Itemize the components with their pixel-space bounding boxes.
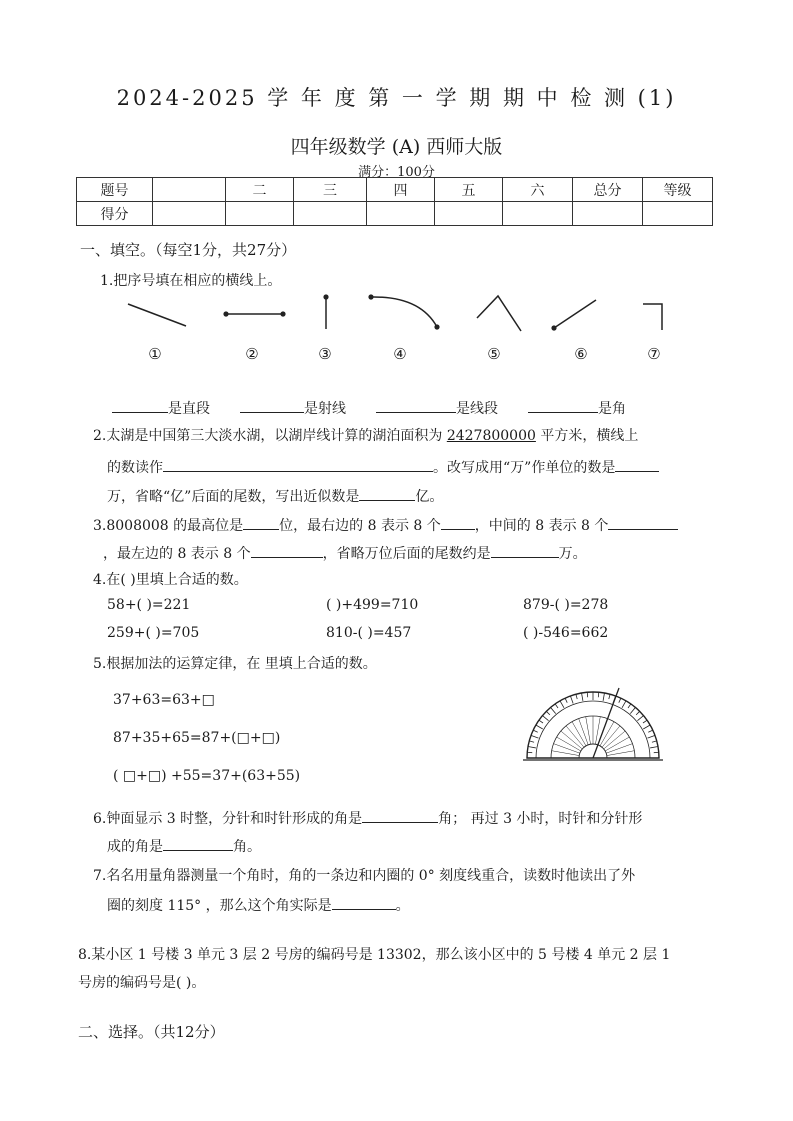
protractor-ray	[602, 726, 620, 747]
protractor-ray	[605, 737, 629, 751]
q2-line1	[93, 425, 638, 445]
q8-line1: 8.某小区 1 号楼 3 单元 3 层 2 号房的编码号是 13302，那么该小区中的 5 号楼 4 单元 2 层 1	[78, 947, 671, 963]
q1-answer-label: 是直段	[168, 401, 210, 417]
figure-label-3: ③	[318, 345, 332, 363]
q4-expr: 810-( )=457	[326, 625, 412, 641]
header-cell: 二	[226, 178, 294, 202]
q3-blank[interactable]	[441, 513, 475, 530]
section2-heading: 二、选择。（共12分）	[78, 1023, 225, 1041]
q2-text: 2.太湖是中国第三大淡水湖，以湖岸线计算的湖泊面积为	[93, 428, 447, 444]
q3-blank[interactable]	[608, 513, 678, 530]
q3-text: ，省略万位后面的尾数约是	[322, 546, 491, 562]
protractor-ray	[554, 744, 580, 754]
header-cell: 六	[503, 178, 573, 202]
protractor-tick	[546, 711, 550, 715]
protractor-tick	[609, 694, 610, 699]
q4-expr: 58+( )=221	[107, 597, 191, 613]
q4-expr: ( )+499=710	[326, 597, 419, 613]
q2-text: 亿。	[415, 489, 444, 505]
q3-text: 万。	[558, 546, 587, 562]
protractor-tick	[648, 730, 653, 732]
protractor-tick	[622, 701, 626, 708]
q5-expr: 37+63=63+□	[113, 692, 215, 708]
protractor-tick	[565, 698, 567, 703]
q3-text: 3.8008008 的最高位是	[93, 518, 244, 534]
exam-subtitle: 四年级数学 (A) 西师大版	[290, 136, 503, 158]
figure-5-angle	[477, 296, 521, 331]
section1-heading: 一、填空。（每空1分，共27分）	[80, 241, 297, 259]
q6-text: 成的角是	[107, 839, 163, 855]
q2-number: 2427800000	[446, 428, 536, 444]
figure-label-7: ⑦	[647, 345, 661, 363]
protractor-ray	[552, 751, 580, 756]
protractor-ray	[595, 717, 600, 745]
q1-answer-row	[112, 396, 626, 418]
q6-line2	[107, 834, 261, 856]
figure-6-endpoint	[551, 325, 556, 330]
protractor-tick	[539, 720, 543, 723]
protractor-ray	[557, 737, 581, 751]
figure-4-endpoint	[434, 324, 439, 329]
protractor-tick	[613, 696, 616, 704]
figure-3-endpoint	[323, 294, 328, 299]
protractor-tick	[533, 730, 538, 732]
q1-blank[interactable]	[112, 396, 168, 413]
protractor-tick	[650, 747, 658, 748]
q6-text: 角。	[233, 839, 261, 855]
q3-text: ，中间的 8 表示 8 个	[474, 518, 609, 534]
q2-blank-wan[interactable]	[615, 455, 659, 472]
protractor-tick	[582, 693, 583, 701]
q3-text: 位，最右边的 8 表示 8 个	[279, 518, 441, 534]
figure-label-2: ②	[245, 345, 259, 363]
q2-blank-reading[interactable]	[163, 455, 433, 472]
protractor-tick	[551, 707, 556, 713]
protractor-ray	[561, 731, 582, 749]
protractor-ray	[566, 726, 584, 747]
protractor-tick	[528, 747, 536, 748]
protractor-tick	[628, 704, 631, 708]
protractor-tick	[542, 716, 548, 721]
q8-line2: 号房的编码号是( )。	[78, 975, 206, 991]
q3-line1	[93, 513, 678, 535]
q6-text: 角； 再过 3 小时，时针和分针形	[438, 811, 643, 827]
protractor-ray	[579, 719, 589, 745]
header-cell: 题号	[77, 178, 153, 202]
protractor-tick	[529, 741, 534, 742]
q6-text: 6.钟面显示 3 时整，分针和时针形成的角是	[93, 811, 363, 827]
q3-line2	[103, 541, 587, 563]
q6-line1	[93, 806, 642, 828]
q1-blank[interactable]	[376, 396, 456, 413]
q7-line1: 7.名名用量角器测量一个角时，角的一条边和内圈的 0° 刻度线重合，读数时他读出了外	[93, 868, 636, 884]
protractor-tick	[619, 698, 621, 703]
q2-text: 平方米，横线上	[535, 428, 639, 444]
header-cell: 三	[294, 178, 367, 202]
protractor-ray	[598, 719, 608, 745]
figure-4-endpoint	[368, 294, 373, 299]
q5-expr: ( □+□) +55=37+(63+55)	[113, 768, 301, 784]
figure-label-4: ④	[393, 345, 407, 363]
q1-blank[interactable]	[528, 396, 598, 413]
protractor-ray	[600, 722, 614, 746]
q5-expr: 87+35+65=87+(□+□)	[113, 730, 281, 746]
protractor-ray	[604, 731, 625, 749]
exam-title: 2024-2025 学 年 度 第 一 学 期 期 中 检 测 (1)	[116, 86, 677, 110]
q2-text: 万，省略“亿”后面的尾数，写出近似数是	[107, 489, 360, 505]
protractor-tick	[652, 741, 657, 742]
protractor-ray	[606, 744, 632, 754]
protractor-ray	[572, 722, 586, 746]
figure-2-endpoint	[223, 311, 228, 316]
q6-blank[interactable]	[362, 806, 438, 823]
protractor-ray	[607, 751, 635, 756]
q2-line2	[107, 455, 659, 477]
protractor-tick	[636, 711, 640, 715]
header-cell: 总分	[573, 178, 643, 202]
q4-expr: 259+( )=705	[107, 625, 200, 641]
protractor-tick	[643, 720, 647, 723]
figure-2-endpoint	[280, 311, 285, 316]
q3-blank[interactable]	[243, 513, 279, 530]
score-row-label: 得分	[77, 202, 153, 226]
figure-label-1: ①	[148, 345, 162, 363]
protractor-tick	[603, 693, 604, 701]
q1-answer-label: 是射线	[304, 401, 346, 417]
q4-expr: ( )-546=662	[523, 625, 609, 641]
q2-line3	[107, 484, 443, 506]
q2-text: 。改写成用“万”作单位的数是	[433, 460, 616, 476]
header-cell: 四	[367, 178, 435, 202]
q2-blank-yi[interactable]	[359, 484, 415, 501]
figure-1-line	[128, 304, 186, 326]
q1-text: 1.把序号填在相应的横线上。	[100, 273, 282, 289]
header-cell: 等级	[643, 178, 713, 202]
q3-text: ，最左边的 8 表示 8 个	[103, 546, 251, 562]
q3-blank[interactable]	[491, 541, 559, 558]
q5-text: 5.根据加法的运算定律，在 里填上合适的数。	[93, 656, 377, 672]
protractor-tick	[637, 716, 643, 721]
full-score: 满分：100分	[358, 165, 435, 180]
q3-blank[interactable]	[251, 541, 323, 558]
protractor-tick	[630, 707, 635, 713]
q1-blank[interactable]	[240, 396, 304, 413]
q2-text: 的数读作	[107, 460, 163, 476]
protractor-tick	[536, 725, 543, 729]
q1-answer-label: 是线段	[456, 401, 498, 417]
protractor-ray	[586, 717, 591, 745]
q4-text: 4.在( )里填上合适的数。	[93, 572, 248, 588]
protractor-tick	[560, 701, 564, 708]
header-cell: 五	[435, 178, 503, 202]
q7-line2	[107, 893, 410, 915]
q7-text: 圈的刻度 115° ，那么这个角实际是	[107, 898, 332, 914]
q1-figures	[0, 0, 793, 380]
protractor-tick	[555, 704, 558, 708]
q1-answer-label: 是角	[598, 401, 626, 417]
figure-4-curve	[371, 297, 437, 327]
protractor-tick	[643, 725, 650, 729]
protractor-tick	[648, 735, 656, 738]
protractor-tick	[570, 696, 573, 704]
figure-6-ray	[554, 300, 596, 328]
q6-blank[interactable]	[163, 834, 233, 851]
figure-label-5: ⑤	[487, 345, 501, 363]
figure-label-6: ⑥	[574, 345, 588, 363]
figure-7-angle	[643, 304, 662, 330]
q7-text: 。	[395, 898, 410, 914]
protractor-tick	[576, 694, 577, 699]
protractor-tick	[531, 735, 539, 738]
q7-blank[interactable]	[332, 893, 396, 910]
q4-expr: 879-( )=278	[523, 597, 609, 613]
